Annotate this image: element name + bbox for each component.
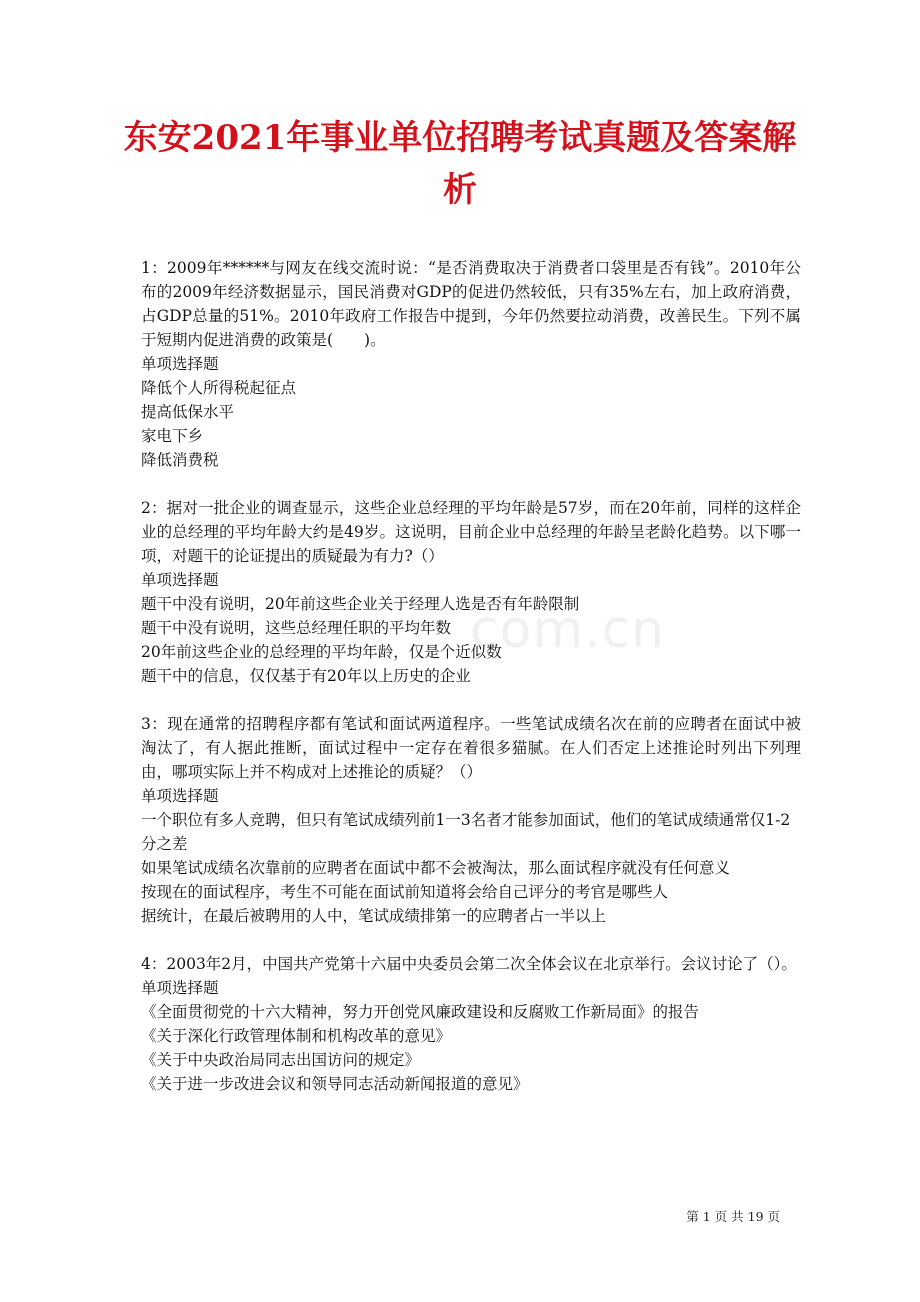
answer-option: 据统计，在最后被聘用的人中，笔试成绩排第一的应聘者占一半以上	[141, 907, 607, 925]
answer-option: 一个职位有多人竞聘，但只有笔试成绩列前1一3名者才能参加面试，他们的笔试成绩通常仅1-2分之差	[141, 811, 791, 853]
question-type: 单项选择题	[141, 979, 219, 997]
page-number: 第 1 页 共 19 页	[686, 1209, 780, 1224]
answer-option: 如果笔试成绩名次靠前的应聘者在面试中都不会被淘汰，那么面试程序就没有任何意义	[141, 859, 731, 877]
answer-option: 按现在的面试程序，考生不可能在面试前知道将会给自己评分的考官是哪些人	[141, 883, 669, 901]
answer-option: 家电下乡	[141, 427, 204, 445]
answer-option: 《关于中央政治局同志出国访问的规定》	[141, 1051, 421, 1069]
question-stem: 1：2009年******与网友在线交流时说：“是否消费取决于消费者口袋里是否有钱”。2010年公布的2009年经济数据显示，国民消费对GDP的促进仍然较低，只有35%左右，加上政府消费，占GDP总量的51%。2010年政府工作报告中提到，今年仍然要拉动消费，改善民生。下列不属于短期内促进消费的政策是( )。	[141, 259, 801, 349]
question-stem: 2：据对一批企业的调查显示，这些企业总经理的平均年龄是57岁，而在20年前，同样的这样企业的总经理的平均年龄大约是49岁。这说明，目前企业中总经理的年龄呈老龄化趋势。以下哪一项，对题干的论证提出的质疑最为有力?（）	[141, 499, 801, 565]
answer-option: 《关于深化行政管理体制和机构改革的意见》	[141, 1027, 452, 1045]
question-stem: 4：2003年2月，中国共产党第十六届中央委员会第二次全体会议在北京举行。会议讨论了（）。	[141, 955, 797, 973]
question-3	[141, 712, 801, 928]
page-title: 东安2021年事业单位招聘考试真题及答案解析	[123, 118, 797, 210]
question-type: 单项选择题	[141, 571, 219, 589]
question-type: 单项选择题	[141, 355, 219, 373]
answer-option: 题干中没有说明，20年前这些企业关于经理人选是否有年龄限制	[141, 595, 580, 613]
question-1	[141, 256, 801, 472]
answer-option: 降低消费税	[141, 451, 219, 469]
question-type: 单项选择题	[141, 787, 219, 805]
question-2	[141, 496, 801, 688]
question-4	[141, 952, 801, 1096]
answer-option: 提高低保水平	[141, 403, 235, 421]
answer-option: 《关于进一步改进会议和领导同志活动新闻报道的意见》	[141, 1075, 529, 1093]
question-list	[141, 256, 801, 1120]
answer-option: 《全面贯彻党的十六大精神，努力开创党风廉政建设和反腐败工作新局面》的报告	[141, 1003, 700, 1021]
watermark: com.cn	[470, 600, 666, 660]
answer-option: 题干中的信息，仅仅基于有20年以上历史的企业	[141, 667, 471, 685]
answer-option: 降低个人所得税起征点	[141, 379, 297, 397]
answer-option: 20年前这些企业的总经理的平均年龄，仅是个近似数	[141, 643, 502, 661]
answer-option: 题干中没有说明，这些总经理任职的平均年数	[141, 619, 452, 637]
question-stem: 3：现在通常的招聘程序都有笔试和面试两道程序。一些笔试成绩名次在前的应聘者在面试中被淘汰了，有人据此推断，面试过程中一定存在着很多猫腻。在人们否定上述推论时列出下列理由，哪项实际上并不构成对上述推论的质疑？（）	[141, 715, 801, 781]
